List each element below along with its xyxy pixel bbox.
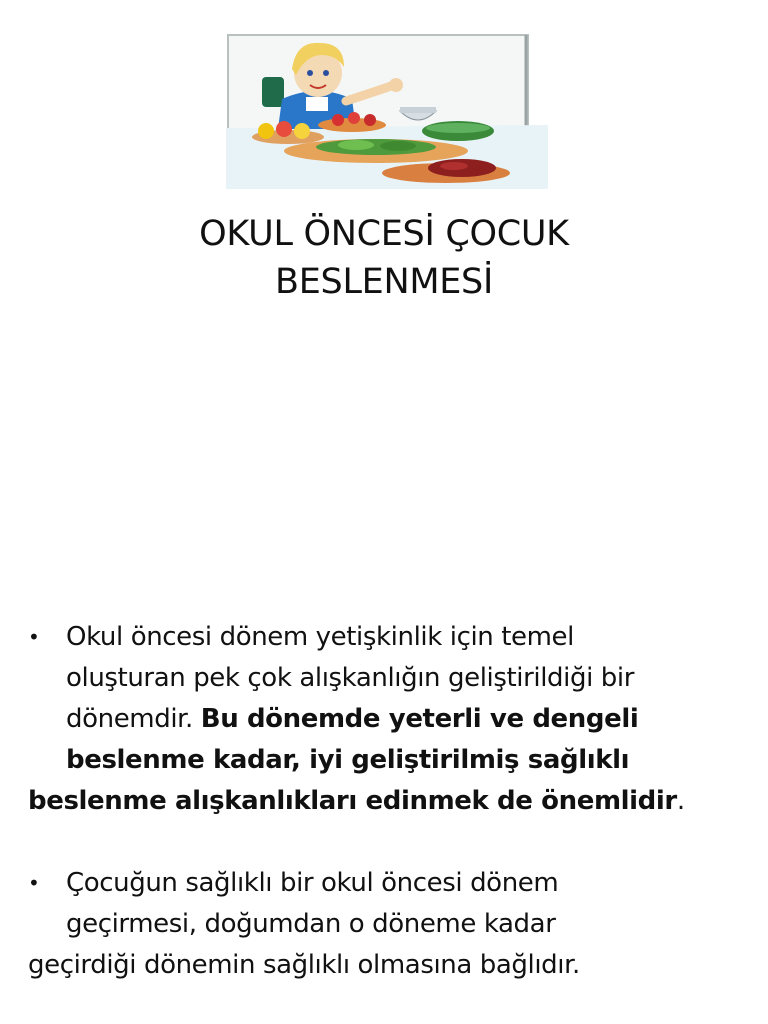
bullet1-line5 xyxy=(28,781,748,822)
bullet1-line3-bold: Bu dönemde yeterli ve dengeli xyxy=(200,704,639,734)
bullet-icon: • xyxy=(28,871,40,895)
child-food-illustration xyxy=(226,33,548,189)
bullet-icon: • xyxy=(28,625,40,649)
bullet2-line2: geçirmesi, doğumdan o döneme kadar xyxy=(66,909,556,939)
bullet1-line5-end: . xyxy=(676,786,685,816)
bullet1-line1: Okul öncesi dönem yetişkinlik için temel xyxy=(66,622,574,652)
bullet-item-2 xyxy=(28,863,748,986)
bullet2-line3: geçirdiği dönemin sağlıklı olmasına bağlıdır. xyxy=(28,950,580,980)
title-line-1: OKUL ÖNCESİ ÇOCUK xyxy=(199,214,569,254)
bullet1-line4 xyxy=(28,740,748,781)
slide-title xyxy=(0,210,768,306)
title-line-2: BESLENMESİ xyxy=(275,262,493,302)
bullet1-line2: oluşturan pek çok alışkanlığın geliştirildiği bir xyxy=(66,663,634,693)
bullet-list xyxy=(28,617,748,986)
bullet1-line3 xyxy=(28,699,748,740)
bullet1-line4-bold: beslenme kadar, iyi geliştirilmiş sağlıklı xyxy=(66,745,630,775)
bullet2-line1: Çocuğun sağlıklı bir okul öncesi dönem xyxy=(66,868,559,898)
bullet1-line5-bold: beslenme alışkanlıkları edinmek de önemlidir xyxy=(28,786,677,816)
bullet-item-1 xyxy=(28,617,748,822)
bullet1-line3-plain: dönemdir. xyxy=(66,704,201,734)
